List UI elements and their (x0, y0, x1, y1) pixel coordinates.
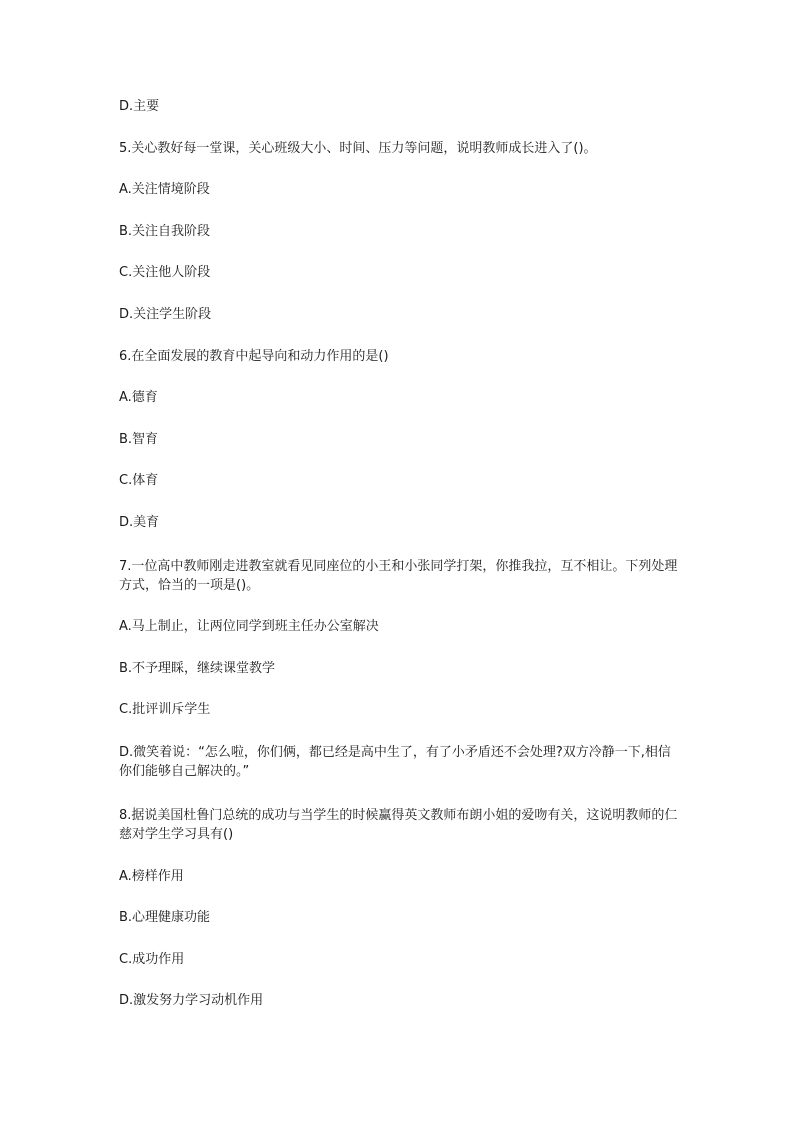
option-a-q8: A.榜样作用 (119, 869, 184, 884)
option-b-q5: B.关注自我阶段 (119, 224, 211, 239)
option-c-q7: C.批评训斥学生 (119, 702, 211, 717)
option-a-q6: A.德育 (119, 390, 158, 405)
option-b-q8: B.心理健康功能 (119, 910, 211, 925)
option-c-q6: C.体育 (119, 473, 159, 488)
option-a-q7: A.马上制止，让两位同学到班主任办公室解决 (119, 619, 379, 634)
option-b-q6: B.智育 (119, 432, 159, 447)
question-5: 5.关心教好每一堂课，关心班级大小、时间、压力等问题，说明教师成长进入了()。 (119, 141, 597, 156)
option-c-q8: C.成功作用 (119, 952, 185, 967)
question-8: 8.据说美国杜鲁门总统的成功与当学生的时候赢得英文教师布朗小姐的爱吻有关，这说明教师的仁慈对学生学习具有() (119, 808, 678, 842)
option-d-q5: D.关注学生阶段 (119, 307, 212, 322)
question-7: 7.一位高中教师刚走进教室就看见同座位的小王和小张同学打架，你推我拉，互不相让。下列处理方式，恰当的一项是()。 (119, 559, 678, 593)
question-6: 6.在全面发展的教育中起导向和动力作用的是() (119, 349, 389, 364)
option-d-q7: D.微笑着说：“怎么啦，你们俩，都已经是高中生了，有了小矛盾还不会处理?双方冷静一下,相信你们能够自己解决的。” (119, 745, 671, 779)
option-d-q8: D.激发努力学习动机作用 (119, 993, 264, 1008)
option-a-q5: A.关注情境阶段 (119, 182, 210, 197)
option-d-q6: D.美育 (119, 515, 160, 530)
option-b-q7: B.不予理睬，继续课堂教学 (119, 661, 276, 676)
option-c-q5: C.关注他人阶段 (119, 265, 211, 280)
option-d-q4: D.主要 (119, 99, 160, 114)
